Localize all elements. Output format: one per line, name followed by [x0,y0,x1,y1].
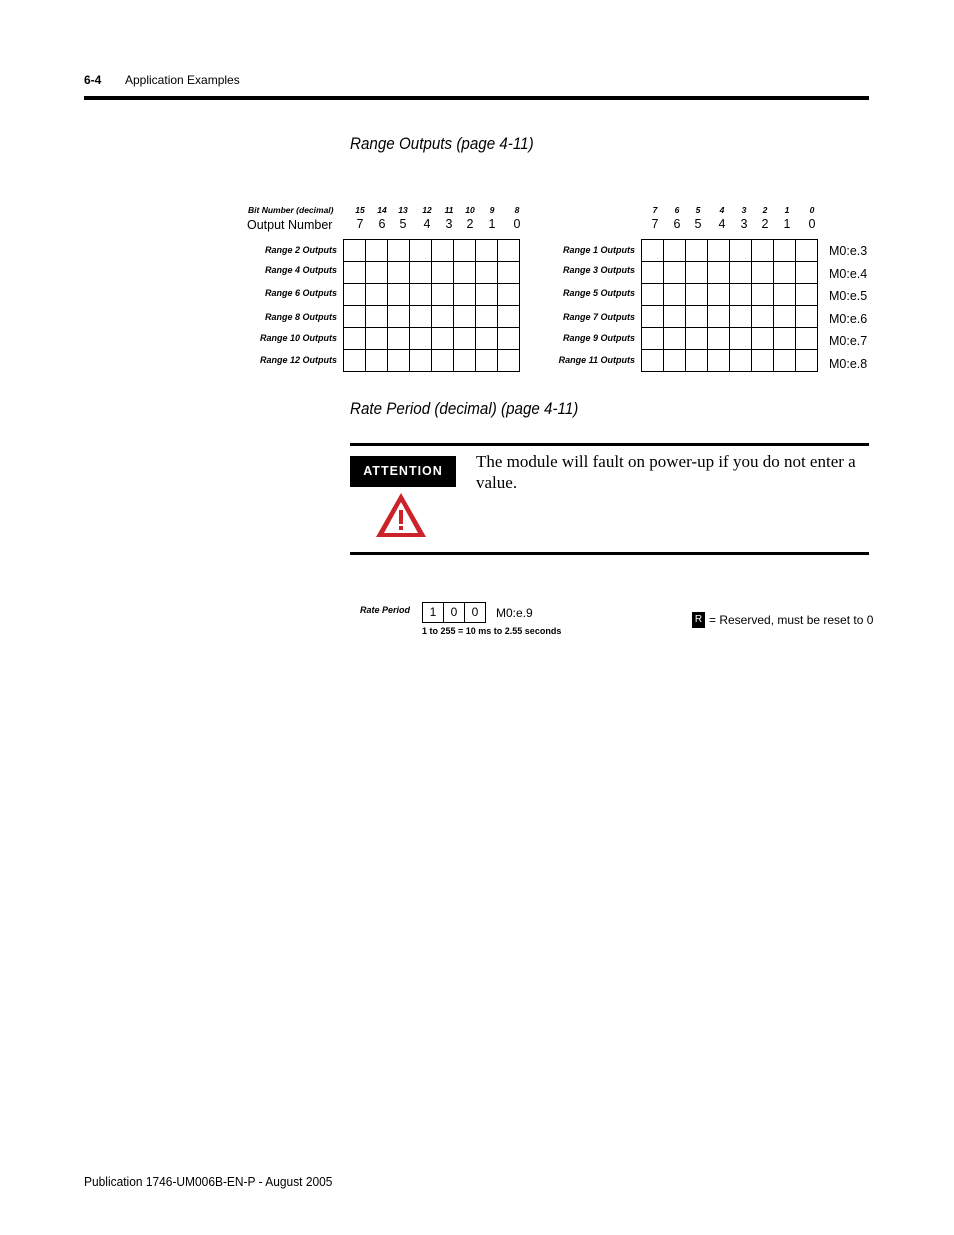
bit-cell [498,328,520,350]
bit-cell [410,350,432,372]
grid-row [642,350,818,372]
header-rule [84,96,869,100]
range-row-label: Range 4 Outputs [264,265,337,275]
bit-number: 6 [674,205,680,215]
bit-cell [752,284,774,306]
attention-top-rule [350,443,869,446]
bit-cell [708,350,730,372]
word-address: M0:e.7 [829,334,868,348]
rate-period-digit: 0 [464,602,486,623]
range-row-label: Range 11 Outputs [558,355,635,365]
bit-cell [366,240,388,262]
grid-row [642,240,818,262]
bit-number: 15 [355,205,365,215]
bit-number: 12 [422,205,432,215]
page-number: 6-4 [84,73,102,87]
bit-cell [388,350,410,372]
rate-period-digit: 0 [443,602,465,623]
reserved-chip: R [692,612,705,628]
bit-cell [664,328,686,350]
bit-cell [752,240,774,262]
bit-cell [664,262,686,284]
output-number: 5 [399,217,407,231]
bit-number: 8 [514,205,520,215]
warning-triangle-icon [373,490,429,540]
rate-period-title: Rate Period (decimal) (page 4-11) [350,400,579,418]
right-bit-grid [641,239,818,372]
bit-cell [730,350,752,372]
bit-cell [498,284,520,306]
rate-period-word: M0:e.9 [496,606,533,620]
reserved-legend: = Reserved, must be reset to 0 [709,613,874,627]
bit-cell [752,350,774,372]
bit-cell [752,262,774,284]
word-address: M0:e.4 [829,267,868,281]
attention-text: The module will fault on power-up if you do not enter a value. [476,452,856,492]
output-number: 1 [488,217,496,231]
bit-cell [686,328,708,350]
grid-row [344,284,520,306]
output-number: 4 [718,217,726,231]
bit-cell [686,262,708,284]
word-address: M0:e.5 [829,289,868,303]
bit-number: 11 [444,205,454,215]
bit-cell [388,328,410,350]
bit-cell [774,306,796,328]
bit-cell [476,240,498,262]
publication-footer: Publication 1746-UM006B-EN-P - August 2005 [84,1174,333,1189]
grid-row [344,328,520,350]
bit-cell [454,306,476,328]
output-number: 2 [466,217,474,231]
output-number: 4 [423,217,431,231]
bit-cell [664,306,686,328]
bit-cell [708,262,730,284]
bit-cell [344,262,366,284]
bit-cell [388,262,410,284]
bit-cell [730,328,752,350]
bit-cell [498,240,520,262]
range-row-label: Range 8 Outputs [264,312,337,322]
bit-cell [708,328,730,350]
bit-cell [642,240,664,262]
output-number: 6 [673,217,681,231]
range-row-label: Range 12 Outputs [259,355,337,365]
bit-cell [498,306,520,328]
grid-row [344,306,520,328]
bit-cell [642,262,664,284]
output-number: 0 [513,217,521,231]
bit-cell [708,306,730,328]
bit-cell [730,306,752,328]
range-row-label: Range 9 Outputs [562,333,635,343]
bit-cell [730,262,752,284]
bit-cell [774,240,796,262]
bit-cell [686,284,708,306]
bit-cell [410,240,432,262]
bit-cell [366,328,388,350]
bit-cell [344,240,366,262]
bit-cell [774,328,796,350]
bit-cell [796,328,818,350]
output-number-label: Output Number [247,218,333,232]
bit-number: 4 [719,205,725,215]
left-bit-grid [343,239,520,372]
word-address: M0:e.8 [829,357,868,371]
bit-cell [432,240,454,262]
bit-cell [454,350,476,372]
bit-cell [344,284,366,306]
bit-cell [432,262,454,284]
output-number: 7 [651,217,659,231]
bit-cell [432,328,454,350]
bit-cell [796,350,818,372]
bit-number: 2 [762,205,768,215]
bit-number: 1 [784,205,790,215]
bit-number-label: Bit Number (decimal) [248,205,334,215]
bit-cell [388,306,410,328]
rate-period-label: Rate Period [360,605,411,615]
grid-row [642,328,818,350]
output-number: 2 [761,217,769,231]
bit-cell [730,284,752,306]
bit-cell [432,284,454,306]
rate-period-digit: 1 [422,602,444,623]
bit-number: 0 [809,205,815,215]
bit-cell [432,306,454,328]
attention-label: ATTENTION [350,456,456,487]
output-number: 5 [694,217,702,231]
bit-cell [410,328,432,350]
bit-cell [454,240,476,262]
bit-cell [708,240,730,262]
bit-cell [708,284,730,306]
bit-cell [642,328,664,350]
grid-row [642,262,818,284]
bit-cell [410,284,432,306]
bit-cell [388,240,410,262]
bit-cell [752,328,774,350]
bit-cell [476,284,498,306]
bit-cell [476,328,498,350]
output-number: 0 [808,217,816,231]
bit-cell [344,306,366,328]
bit-number: 5 [695,205,701,215]
bit-number: 14 [377,205,387,215]
bit-cell [664,350,686,372]
attention-bottom-rule [350,552,869,555]
bit-cell [642,284,664,306]
bit-cell [366,262,388,284]
range-row-label: Range 10 Outputs [259,333,337,343]
bit-cell [686,306,708,328]
section-title-header: Application Examples [125,73,240,87]
rate-period-range-note: 1 to 255 = 10 ms to 2.55 seconds [422,626,562,636]
bit-cell [796,284,818,306]
output-number: 3 [740,217,748,231]
bit-cell [664,240,686,262]
range-row-label: Range 3 Outputs [562,265,635,275]
bit-cell [796,262,818,284]
bit-cell [388,284,410,306]
range-outputs-title: Range Outputs (page 4-11) [350,135,534,153]
output-number: 7 [356,217,364,231]
bit-cell [366,284,388,306]
bit-cell [410,262,432,284]
grid-row [642,284,818,306]
range-row-label: Range 1 Outputs [562,245,635,255]
bit-cell [476,306,498,328]
output-number: 6 [378,217,386,231]
bit-cell [410,306,432,328]
bit-cell [664,284,686,306]
bit-number: 9 [489,205,495,215]
bit-cell [686,350,708,372]
bit-cell [366,306,388,328]
bit-cell [774,350,796,372]
bit-cell [642,306,664,328]
bit-cell [498,350,520,372]
bit-cell [730,240,752,262]
bit-cell [774,284,796,306]
bit-cell [366,350,388,372]
output-number: 1 [783,217,791,231]
bit-cell [642,350,664,372]
bit-number: 10 [465,205,475,215]
bit-cell [476,350,498,372]
bit-cell [454,284,476,306]
grid-row [642,306,818,328]
grid-row [344,350,520,372]
bit-cell [774,262,796,284]
bit-number: 13 [398,205,408,215]
bit-cell [796,306,818,328]
range-row-label: Range 2 Outputs [264,245,337,255]
bit-cell [454,328,476,350]
output-number: 3 [445,217,453,231]
bit-cell [796,240,818,262]
bit-number: 3 [741,205,747,215]
bit-cell [686,240,708,262]
range-row-label: Range 5 Outputs [562,288,635,298]
range-row-label: Range 7 Outputs [562,312,635,322]
bit-cell [476,262,498,284]
bit-cell [432,350,454,372]
bit-cell [752,306,774,328]
grid-row [344,240,520,262]
word-address: M0:e.3 [829,244,868,258]
bit-cell [344,350,366,372]
word-address: M0:e.6 [829,312,868,326]
grid-row [344,262,520,284]
bit-cell [498,262,520,284]
bit-number: 7 [652,205,658,215]
bit-cell [454,262,476,284]
bit-cell [344,328,366,350]
range-row-label: Range 6 Outputs [264,288,337,298]
